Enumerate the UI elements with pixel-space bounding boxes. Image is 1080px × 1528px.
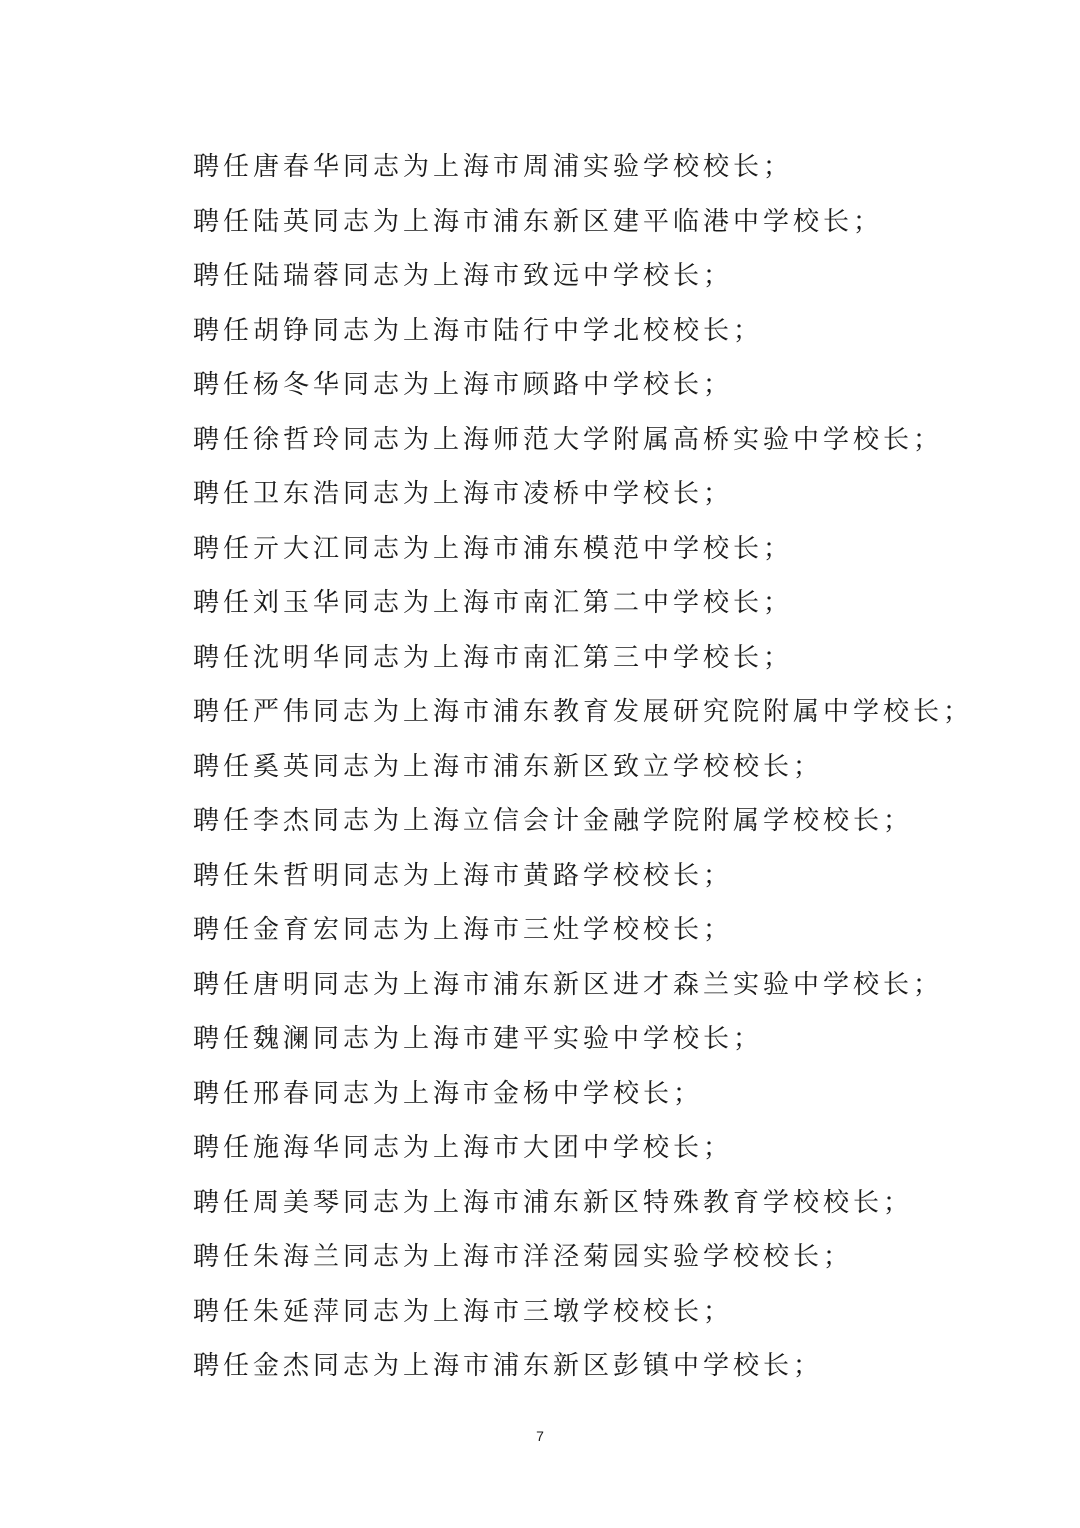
appointment-line: 聘任施海华同志为上海市大团中学校长； — [193, 1133, 734, 1163]
appointment-line: 聘任奚英同志为上海市浦东新区致立学校校长； — [193, 751, 824, 782]
appointment-line: 聘任沈明华同志为上海市南汇第三中学校长； — [193, 642, 794, 673]
appointment-line: 聘任唐明同志为上海市浦东新区进才森兰实验中学校长； — [193, 969, 944, 1000]
appointment-line: 聘任金育宏同志为上海市三灶学校校长； — [193, 915, 734, 945]
appointment-line: 聘任魏澜同志为上海市建平实验中学校长； — [193, 1024, 764, 1054]
appointment-line: 聘任唐春华同志为上海市周浦实验学校校长； — [193, 152, 794, 182]
appointment-list — [193, 140, 1033, 1394]
appointment-line: 聘任卫东浩同志为上海市凌桥中学校长； — [193, 479, 734, 509]
appointment-line: 聘任陆瑞蓉同志为上海市致远中学校长； — [193, 261, 734, 291]
appointment-line: 聘任金杰同志为上海市浦东新区彭镇中学校长； — [193, 1351, 824, 1381]
appointment-line: 聘任邢春同志为上海市金杨中学校长； — [193, 1078, 704, 1109]
appointment-line: 聘任胡铮同志为上海市陆行中学北校校长； — [193, 315, 764, 346]
appointment-line: 聘任杨冬华同志为上海市顾路中学校长； — [193, 370, 734, 400]
appointment-line: 聘任亓大江同志为上海市浦东模范中学校长； — [193, 533, 794, 564]
appointment-line: 聘任朱哲明同志为上海市黄路学校校长； — [193, 860, 734, 891]
appointment-line: 聘任徐哲玲同志为上海师范大学附属高桥实验中学校长； — [193, 424, 944, 455]
appointment-line: 聘任刘玉华同志为上海市南汇第二中学校长； — [193, 588, 794, 618]
appointment-line: 聘任周美琴同志为上海市浦东新区特殊教育学校校长； — [193, 1187, 914, 1218]
appointment-line: 聘任朱海兰同志为上海市洋泾菊园实验学校校长； — [193, 1242, 854, 1272]
appointment-line: 聘任李杰同志为上海立信会计金融学院附属学校校长； — [193, 806, 914, 836]
page-number: 7 — [536, 1428, 544, 1444]
appointment-line: 聘任陆英同志为上海市浦东新区建平临港中学校长； — [193, 206, 884, 237]
appointment-line: 聘任严伟同志为上海市浦东教育发展研究院附属中学校长； — [193, 697, 974, 727]
appointment-line: 聘任朱延萍同志为上海市三墩学校校长； — [193, 1296, 734, 1327]
